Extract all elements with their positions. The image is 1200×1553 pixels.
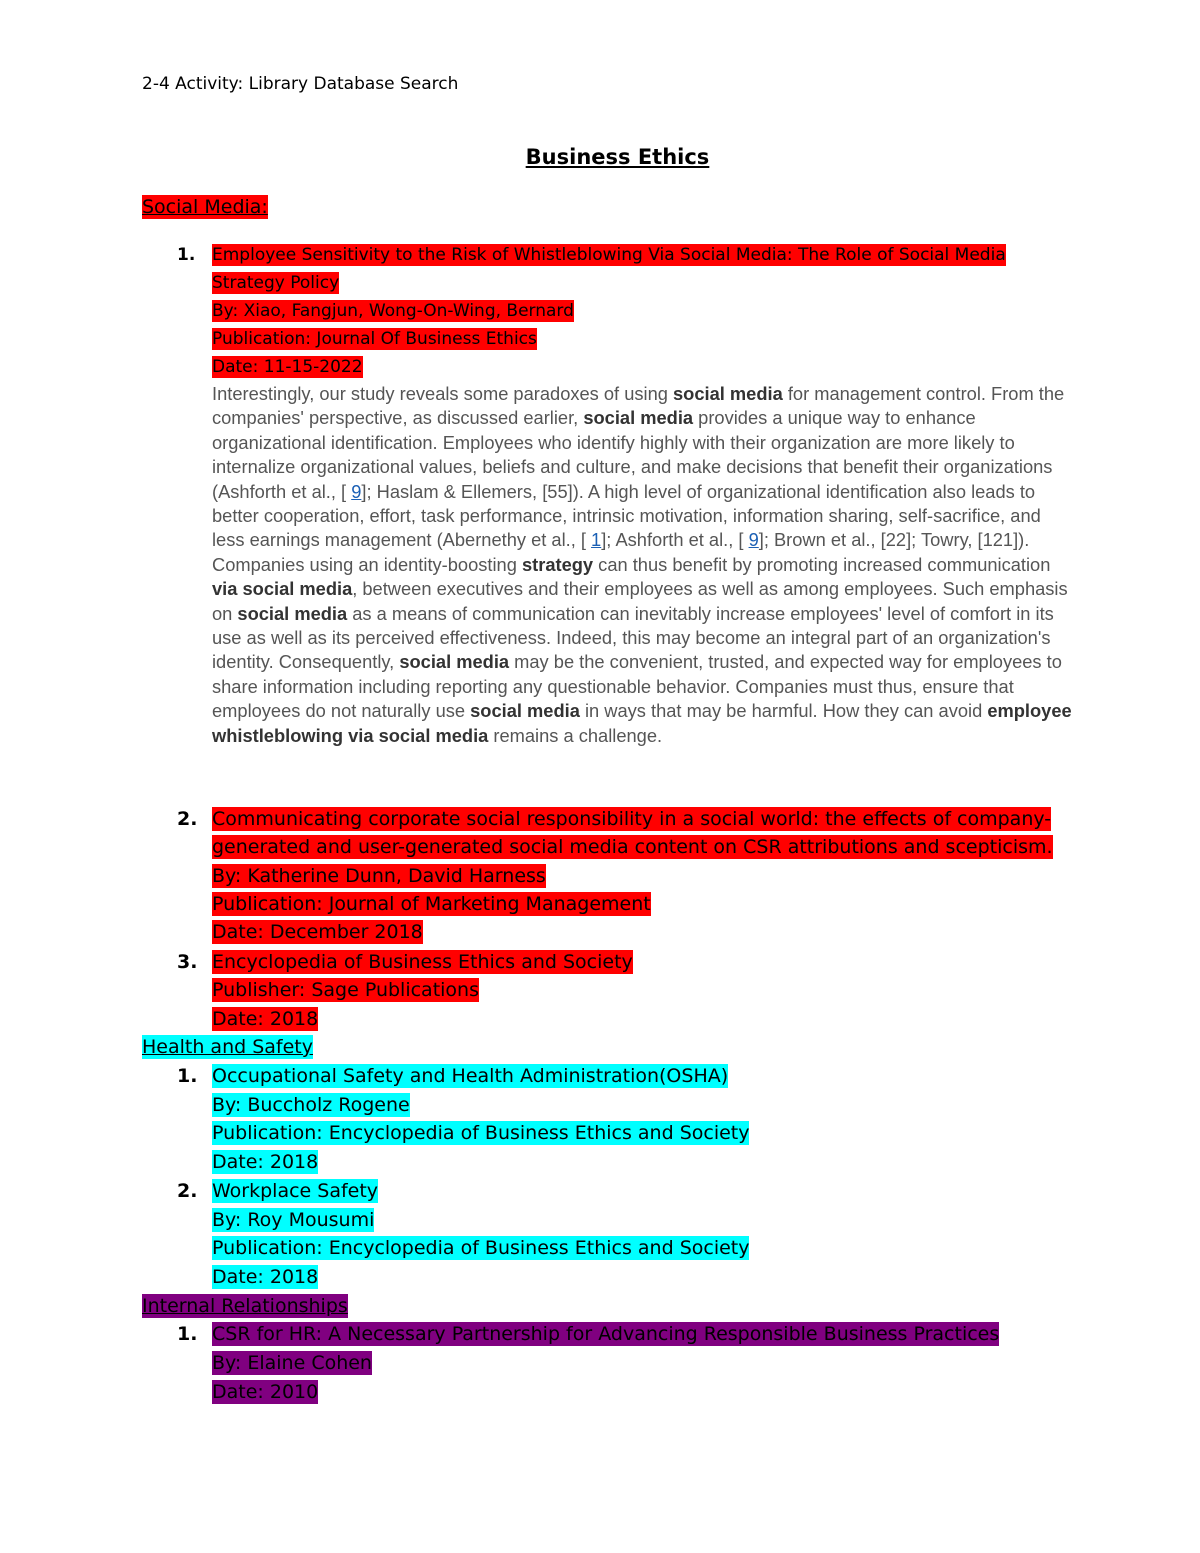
citation-author: By: Xiao, Fangjun, Wong-On-Wing, Bernard [212, 301, 574, 321]
citation-date: Date: December 2018 [212, 921, 423, 943]
list-number: 2. [177, 808, 198, 830]
list-number: 3. [177, 951, 198, 973]
citation-title: Workplace Safety [212, 1180, 379, 1202]
citation-publication: Publication: Journal of Marketing Management [212, 893, 651, 915]
reference-link[interactable]: 1 [591, 529, 602, 551]
citation-date: Date: 2018 [212, 1008, 319, 1030]
list-number: 1. [177, 245, 196, 265]
citation-author: By: Katherine Dunn, David Harness [212, 865, 546, 887]
citation-title-cont: Strategy Policy [212, 273, 340, 293]
citation-publication: Publication: Journal Of Business Ethics [212, 329, 537, 349]
citation-publisher: Publisher: Sage Publications [212, 979, 479, 1001]
section-heading-health-safety: Health and Safety [142, 1036, 313, 1058]
citation-author: By: Roy Mousumi [212, 1209, 375, 1231]
reference-link[interactable]: 9 [351, 480, 362, 502]
citation-abstract: Interestingly, our study reveals some paradoxes of using social media for management control. From the companies' perspective, as discussed earlier, social media provides a unique way to enhance organizational identification. Employees who identify highly with their organization are more likely to internalize organizational values, beliefs and culture, and make decisions that benefit their organizations (Ashforth et al., [ 9]; Haslam & Ellemers, [55]). A high level of organizational identification also leads to better cooperation, effort, task performance, intrinsic motivation, information sharing, self-sacrifice, and less earnings management (Abernethy et al., [ 1]; Ashforth et al., [ 9]; Brown et al., [22]; Towry, [121]). Companies using an identity-boosting strategy can thus benefit by promoting increased communication via social media, between executives and their employees as well as among employees. Such emphasis on social media as a means of communication can inevitably increase employees' level of comfort in its use as well as its perceived effectiveness. Indeed, this may become an integral part of an organization's identity. Consequently, social media may be the convenient, trusted, and expected way for employees to share information including reporting any questionable behavior. Companies must thus, ensure that employees do not naturally use social media in ways that may be harmful. How they can avoid employee whistleblowing via social media remains a challenge. [212, 383, 1072, 746]
citation-date: Date: 11-15-2022 [212, 357, 363, 377]
reference-link[interactable]: 9 [748, 529, 759, 551]
list-number: 1. [177, 1065, 198, 1087]
citation-author: By: Buccholz Rogene [212, 1094, 410, 1116]
citation-title: CSR for HR: A Necessary Partnership for Advancing Responsible Business Practices [212, 1323, 1000, 1345]
citation-publication: Publication: Encyclopedia of Business Ethics and Society [212, 1237, 750, 1259]
citation-author: By: Elaine Cohen [212, 1352, 372, 1374]
citation-date: Date: 2018 [212, 1266, 319, 1288]
list-number: 2. [177, 1180, 198, 1202]
section-heading-internal-relationships: Internal Relationships [142, 1295, 348, 1317]
citation-title: Communicating corporate social responsibility in a social world: the effects of company- [212, 808, 1052, 830]
citation-title: Occupational Safety and Health Administration(OSHA) [212, 1065, 729, 1087]
citation-title: Encyclopedia of Business Ethics and Society [212, 951, 633, 973]
page-header: 2-4 Activity: Library Database Search [142, 74, 459, 94]
citation-title-cont: generated and user-generated social media content on CSR attributions and scepticism. [212, 836, 1053, 858]
section-heading-social-media: Social Media: [142, 196, 268, 218]
citation-publication: Publication: Encyclopedia of Business Ethics and Society [212, 1122, 750, 1144]
list-number: 1. [177, 1323, 198, 1345]
citation-date: Date: 2018 [212, 1151, 319, 1173]
document-title: Business Ethics [525, 145, 710, 169]
citation-title: Employee Sensitivity to the Risk of Whistleblowing Via Social Media: The Role of Social Media [212, 245, 1006, 265]
citation-date: Date: 2010 [212, 1381, 319, 1403]
